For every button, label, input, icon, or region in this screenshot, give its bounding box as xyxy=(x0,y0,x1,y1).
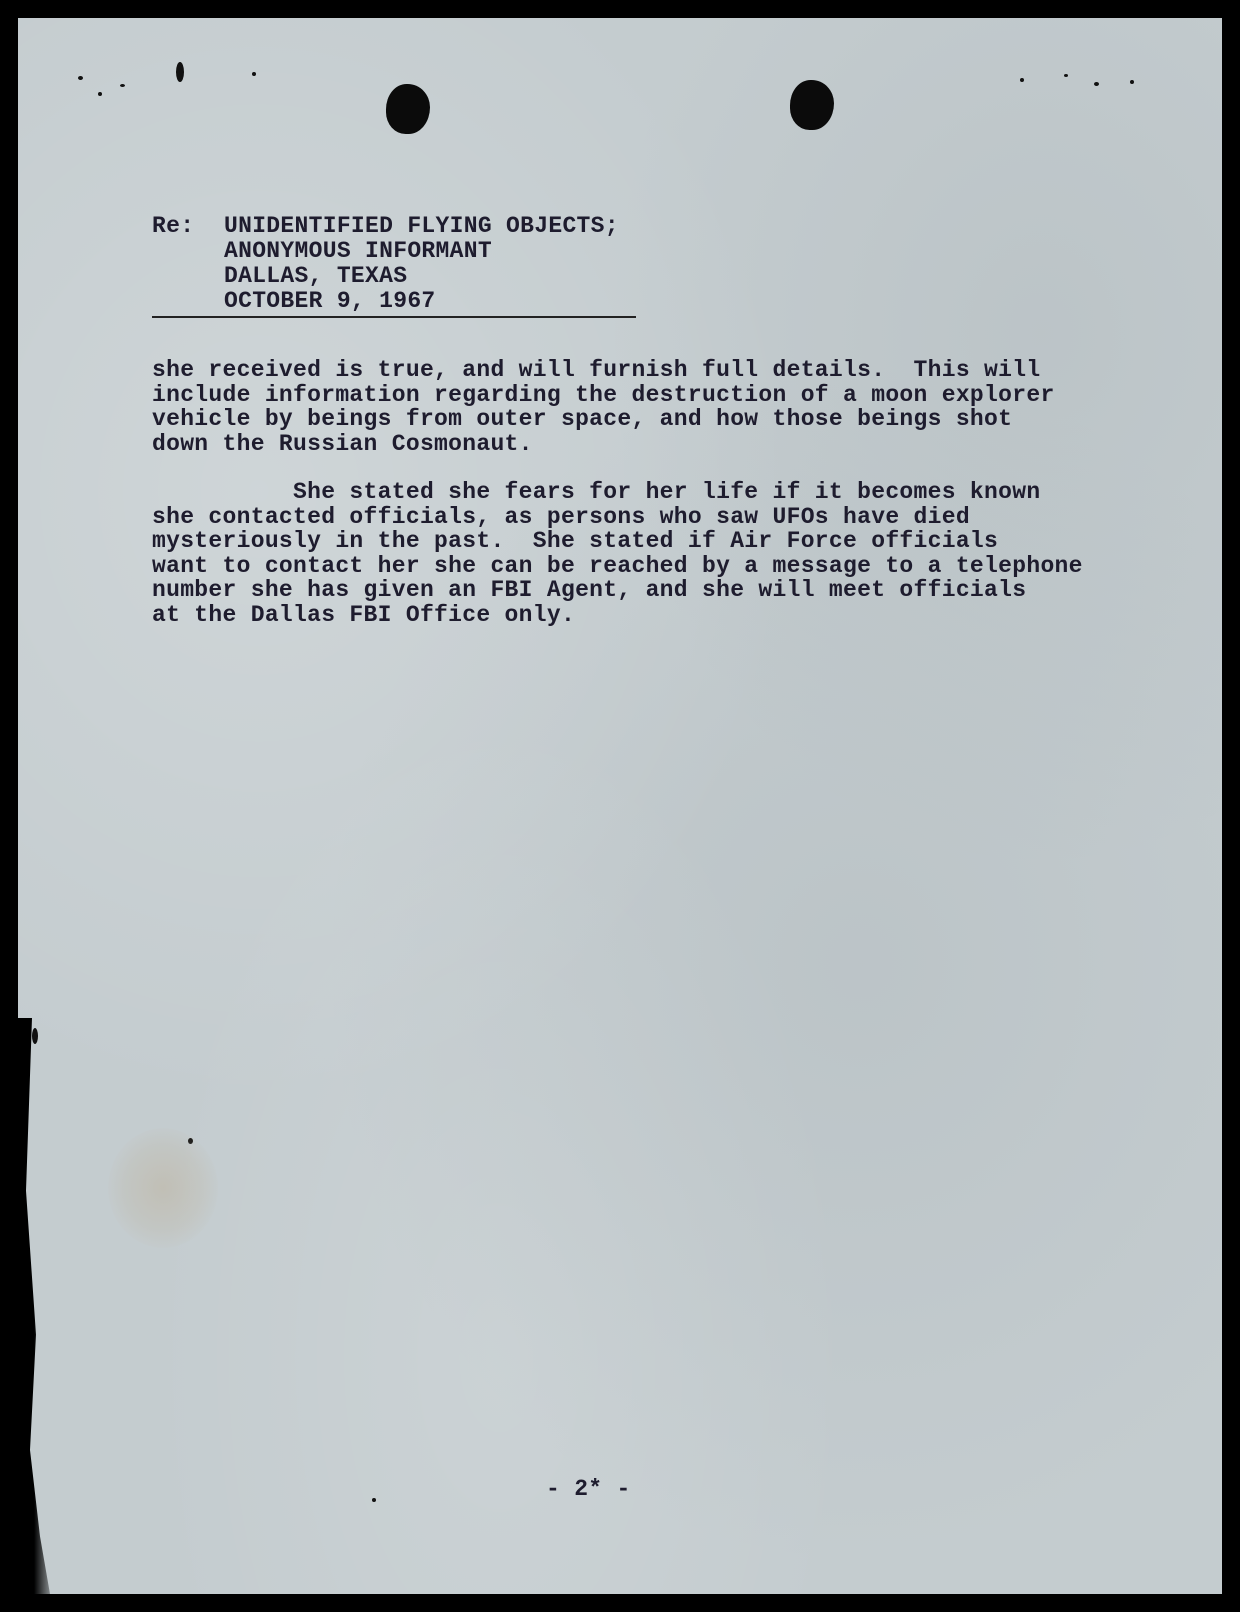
subject-line: DALLAS, TEXAS xyxy=(224,263,408,289)
punch-hole-left xyxy=(386,84,430,134)
speck xyxy=(78,76,83,80)
text-line: vehicle by beings from outer space, and how those beings shot xyxy=(152,406,1013,432)
punch-hole-right xyxy=(790,80,834,130)
speck xyxy=(1064,74,1068,77)
torn-edge xyxy=(18,1018,58,1594)
stain xyxy=(108,1128,218,1248)
text-line: she received is true, and will furnish full details. This will xyxy=(152,357,1041,383)
speck xyxy=(98,92,102,96)
text-line: want to contact her she can be reached by a message to a telephone xyxy=(152,552,1083,579)
text-line: mysteriously in the past. She stated if Air Force officials xyxy=(152,528,999,554)
paragraph-1 xyxy=(152,358,1152,456)
speck xyxy=(1020,78,1024,82)
speck xyxy=(32,1028,38,1044)
document-page xyxy=(18,18,1222,1594)
speck xyxy=(1130,80,1134,84)
text-line: at the Dallas FBI Office only. xyxy=(152,601,576,628)
subject-line: OCTOBER 9, 1967 xyxy=(224,288,436,314)
re-label: Re: xyxy=(152,213,195,239)
subject-block xyxy=(152,214,636,318)
paragraph-2 xyxy=(152,480,1152,627)
text-line: She stated she fears for her life if it becomes known xyxy=(152,479,1041,505)
subject-line: UNIDENTIFIED FLYING OBJECTS; xyxy=(224,213,619,239)
subject-lines xyxy=(224,214,619,314)
page-number: - 2* - xyxy=(546,1476,631,1502)
text-line: down the Russian Cosmonaut. xyxy=(152,430,533,457)
speck xyxy=(176,62,184,82)
subject-line: ANONYMOUS INFORMANT xyxy=(224,238,492,264)
text-line: include information regarding the destruction of a moon explorer xyxy=(152,381,1055,408)
speck xyxy=(252,72,256,76)
text-line: she contacted officials, as persons who saw UFOs have died xyxy=(152,503,970,530)
speck xyxy=(372,1498,376,1502)
text-line: number she has given an FBI Agent, and she will meet officials xyxy=(152,577,1027,603)
speck xyxy=(120,84,125,87)
speck xyxy=(1094,82,1099,86)
